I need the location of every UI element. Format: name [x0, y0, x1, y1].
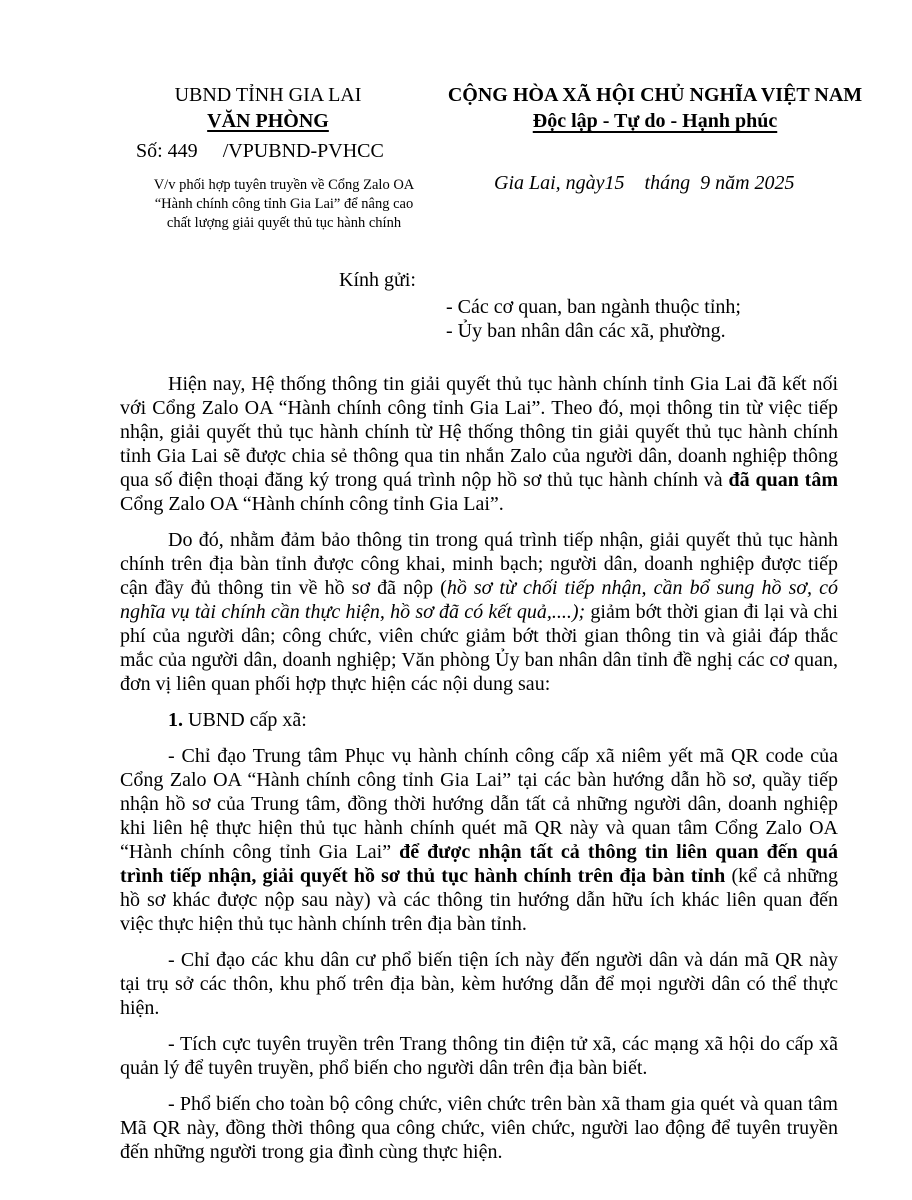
document-number-suffix: /VPUBND-PVHCC — [222, 140, 384, 162]
body-paragraph: - Tích cực tuyên truyền trên Trang thông tin điện tử xã, các mạng xã hội do cấp xã quản lý để tuyên truyền, phổ biến cho người dân trên địa bàn biết. — [120, 1033, 838, 1079]
section-heading: 1. UBND cấp xã: — [168, 709, 307, 731]
body-paragraph: - Chỉ đạo Trung tâm Phục vụ hành chính công cấp xã niêm yết mã QR code của Cổng Zalo OA “Hành chính công tỉnh Gia Lai” tại các bàn hướng dẫn hồ sơ, quầy tiếp nhận hồ sơ của Trung tâm, đồng thời hướng dẫn tất cả những người dân, doanh nghiệp khi liên hệ thực hiện thủ tục hành chính quét mã QR này và quan tâm Cổng Zalo OA “Hành chính công tỉnh Gia Lai” để được nhận tất cả thông tin liên quan đến quá trình tiếp nhận, giải quyết hồ sơ thủ tục hành chính trên địa bàn tỉnh (kể cả những hồ sơ khác được nộp sau này) và các thông tin hướng dẫn hữu ích khác liên quan đến việc thực hiện thủ tục hành chính trên địa bàn tỉnh. — [120, 745, 838, 935]
body-paragraph: - Chỉ đạo các khu dân cư phổ biến tiện ích này đến người dân và dán mã QR này tại trụ sở các thôn, khu phố trên địa bàn, kèm hướng dẫn để mọi người dân có thể thực hiện. — [120, 949, 838, 1019]
issuing-agency-block — [118, 82, 418, 134]
place-date: Gia Lai, ngày15 tháng 9 năm 2025 — [494, 172, 795, 194]
motto: Độc lập - Tự do - Hạnh phúc — [532, 110, 778, 132]
national-header — [440, 82, 870, 134]
body-paragraph: - Phổ biến cho toàn bộ công chức, viên chức trên bàn xã tham gia quét và quan tâm Mã QR này, đồng thời thông qua công chức, viên chức, người lao động để tuyên truyền đến những người trong gia đình cùng thực hiện. — [120, 1093, 838, 1163]
subject-line: V/v phối hợp tuyên truyền về Cổng Zalo OA — [153, 177, 415, 193]
subject-line: chất lượng giải quyết thủ tục hành chính — [166, 215, 402, 231]
salutation: Kính gửi: — [339, 269, 416, 291]
document-body — [120, 372, 838, 1176]
country-name: CỘNG HÒA XÃ HỘI CHỦ NGHĨA VIỆT NAM — [447, 84, 863, 106]
office-name: VĂN PHÒNG — [207, 110, 329, 132]
recipient-item: - Ủy ban nhân dân các xã, phường. — [446, 320, 726, 342]
body-paragraph: Hiện nay, Hệ thống thông tin giải quyết thủ tục hành chính tỉnh Gia Lai đã kết nối với Cổng Zalo OA “Hành chính công tỉnh Gia Lai”. Theo đó, mọi thông tin từ việc tiếp nhận, giải quyết thủ tục hành chính từ Hệ thống thông tin giải quyết thủ tục hành chính tỉnh Gia Lai sẽ được chia sẻ thông qua tin nhắn Zalo của người dân, doanh nghiệp thông qua số điện thoại đăng ký trong quá trình nộp hồ sơ thủ tục hành chính và đã quan tâm Cổng Zalo OA “Hành chính công tỉnh Gia Lai”. — [120, 373, 838, 515]
document-number-prefix: Số: 449 — [136, 140, 198, 162]
agency-name: UBND TỈNH GIA LAI — [174, 84, 362, 106]
subject-line: “Hành chính công tỉnh Gia Lai” để nâng cao — [154, 196, 414, 212]
document-number — [136, 140, 384, 163]
body-paragraph: Do đó, nhằm đảm bảo thông tin trong quá trình tiếp nhận, giải quyết thủ tục hành chính trên địa bàn tỉnh được công khai, minh bạch; người dân, doanh nghiệp được tiếp cận đầy đủ thông tin về hồ sơ đã nộp (hồ sơ từ chối tiếp nhận, cần bổ sung hồ sơ, có nghĩa vụ tài chính cần thực hiện, hồ sơ đã có kết quả,....); giảm bớt thời gian đi lại và chi phí của người dân; công chức, viên chức giảm bớt thời gian thông tin và giải đáp thắc mắc của người dân, doanh nghiệp; Văn phòng Ủy ban nhân dân tỉnh đề nghị các cơ quan, đơn vị liên quan phối hợp thực hiện các nội dung sau: — [120, 529, 838, 695]
document-subject — [128, 176, 440, 233]
recipient-item: - Các cơ quan, ban ngành thuộc tỉnh; — [446, 296, 741, 318]
